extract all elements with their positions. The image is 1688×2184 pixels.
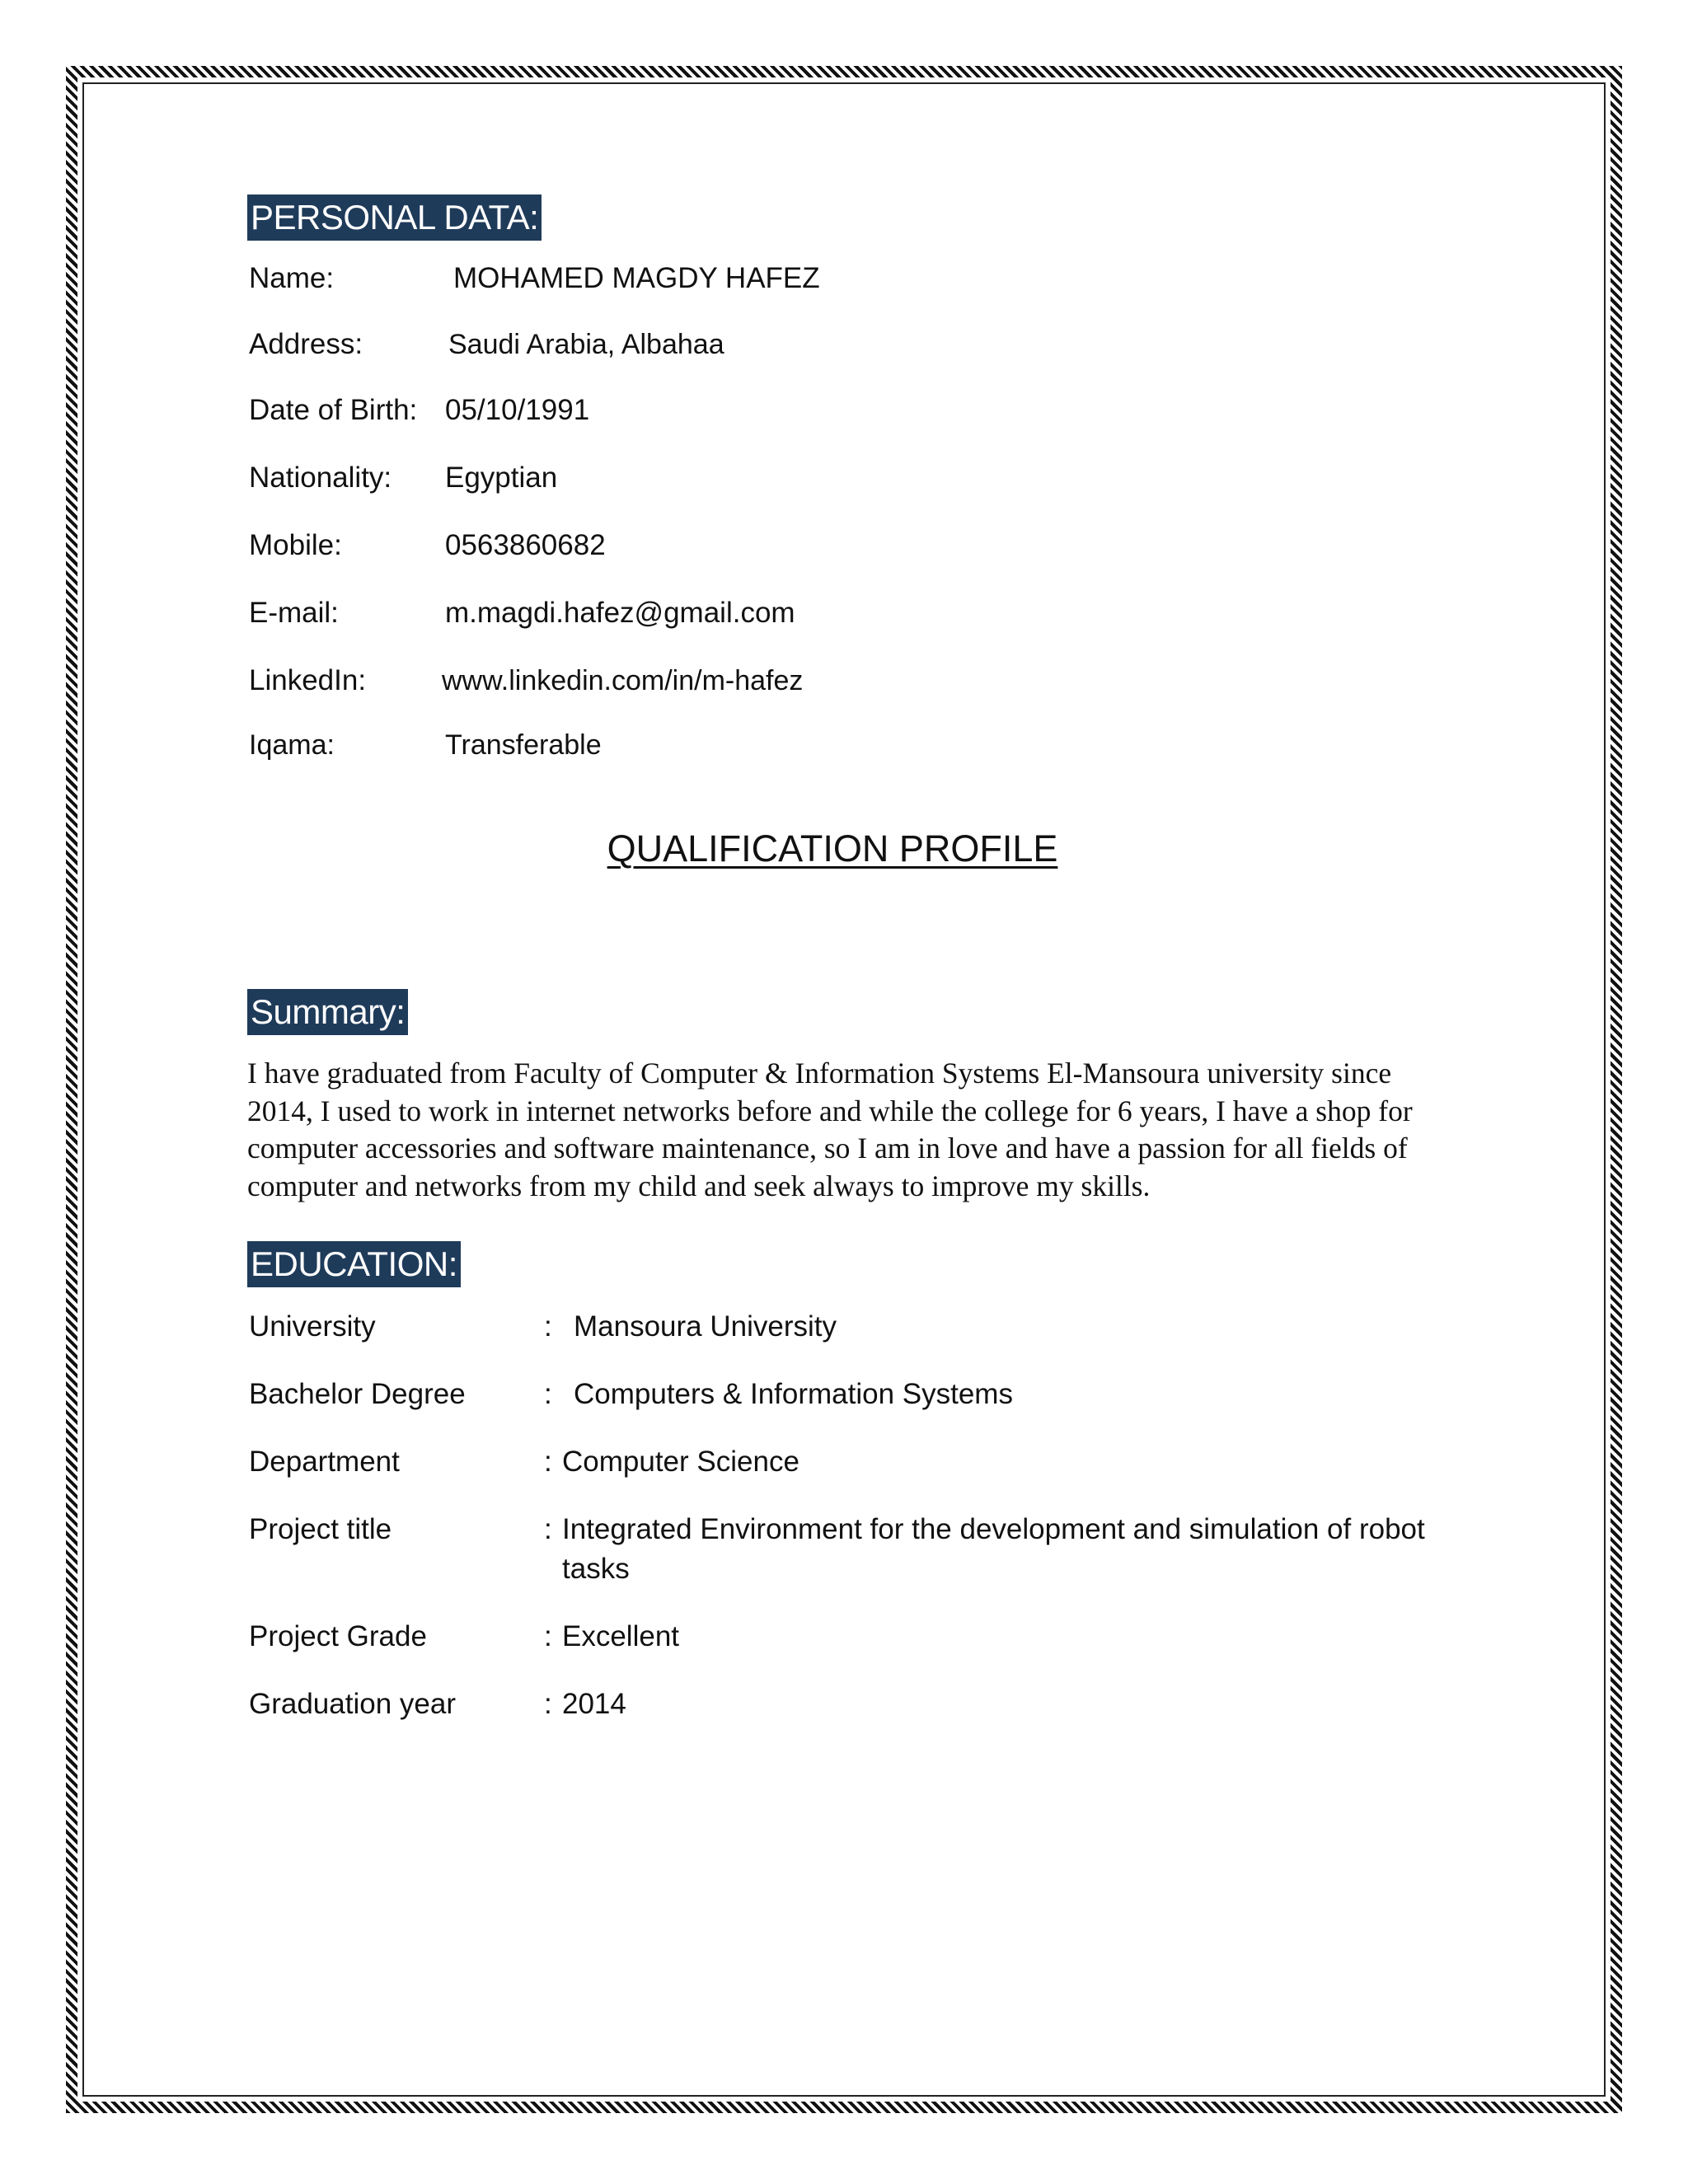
graduation-year-separator: : (544, 1688, 552, 1720)
university-label: University (249, 1310, 376, 1343)
project-title-value: Integrated Environment for the development and simulation of robot tasks (562, 1513, 1425, 1585)
nationality-label: Nationality: (249, 462, 392, 494)
personal-row-name (247, 260, 1442, 297)
address-label: Address: (249, 328, 363, 360)
personal-data-section-header (247, 194, 1442, 247)
degree-value: Computers & Information Systems (574, 1378, 1013, 1410)
name-value: MOHAMED MAGDY HAFEZ (453, 262, 820, 294)
dob-label: Date of Birth: (249, 394, 418, 426)
personal-row-mobile (247, 527, 1442, 564)
education-heading: EDUCATION: (247, 1241, 461, 1287)
personal-row-iqama (247, 727, 1442, 763)
mobile-value: 0563860682 (445, 529, 606, 561)
education-row-university (247, 1307, 1442, 1347)
project-grade-label: Project Grade (249, 1620, 427, 1652)
qualification-profile-title: QUALIFICATION PROFILE (607, 827, 1058, 869)
personal-row-address (247, 326, 1442, 363)
education-row-project-grade (247, 1617, 1442, 1657)
education-row-graduation-year (247, 1685, 1442, 1724)
project-grade-value: Excellent (562, 1620, 680, 1652)
iqama-value: Transferable (445, 729, 602, 761)
project-title-separator: : (544, 1513, 552, 1545)
nationality-value: Egyptian (445, 462, 558, 494)
personal-data-list (247, 260, 1442, 763)
summary-paragraph: I have graduated from Faculty of Computer & Information Systems El-Mansoura university since 2014, I used to work in internet networks before and while the college for 6 years, I have a shop for computer accessories and software maintenance, so I am in love and have a passion for all fields of computer and networks from my child and seek always to improve my skills. (247, 1057, 1413, 1202)
degree-separator: : (544, 1378, 552, 1410)
education-row-degree (247, 1375, 1442, 1414)
personal-data-heading: PERSONAL DATA: (247, 194, 542, 241)
personal-row-nationality (247, 460, 1442, 496)
email-value: m.magdi.hafez@gmail.com (445, 597, 795, 629)
graduation-year-value: 2014 (562, 1688, 626, 1720)
dob-value: 05/10/1991 (445, 394, 590, 426)
university-separator: : (544, 1310, 552, 1343)
education-list (247, 1307, 1442, 1724)
education-section-header (247, 1241, 1442, 1294)
project-title-label: Project title (249, 1513, 392, 1545)
iqama-label: Iqama: (249, 729, 335, 761)
department-value: Computer Science (562, 1446, 799, 1478)
department-label: Department (249, 1446, 400, 1478)
personal-row-linkedin (247, 663, 1442, 699)
education-row-project-title (247, 1510, 1442, 1589)
address-value: Saudi Arabia, Albahaa (448, 329, 724, 360)
department-separator: : (544, 1446, 552, 1478)
linkedin-value: www.linkedin.com/in/m-hafez (442, 665, 804, 696)
summary-section-header (247, 989, 1442, 1038)
degree-label: Bachelor Degree (249, 1378, 466, 1410)
summary-heading: Summary: (247, 989, 408, 1035)
graduation-year-label: Graduation year (249, 1688, 456, 1720)
education-row-department (247, 1442, 1442, 1482)
personal-row-email (247, 595, 1442, 631)
name-label: Name: (249, 262, 335, 294)
mobile-label: Mobile: (249, 529, 342, 561)
cv-page (247, 194, 1442, 1724)
personal-row-dob (247, 392, 1442, 429)
university-value: Mansoura University (574, 1310, 837, 1343)
email-label: E-mail: (249, 597, 339, 629)
project-grade-separator: : (544, 1620, 552, 1652)
linkedin-label: LinkedIn: (249, 664, 367, 696)
